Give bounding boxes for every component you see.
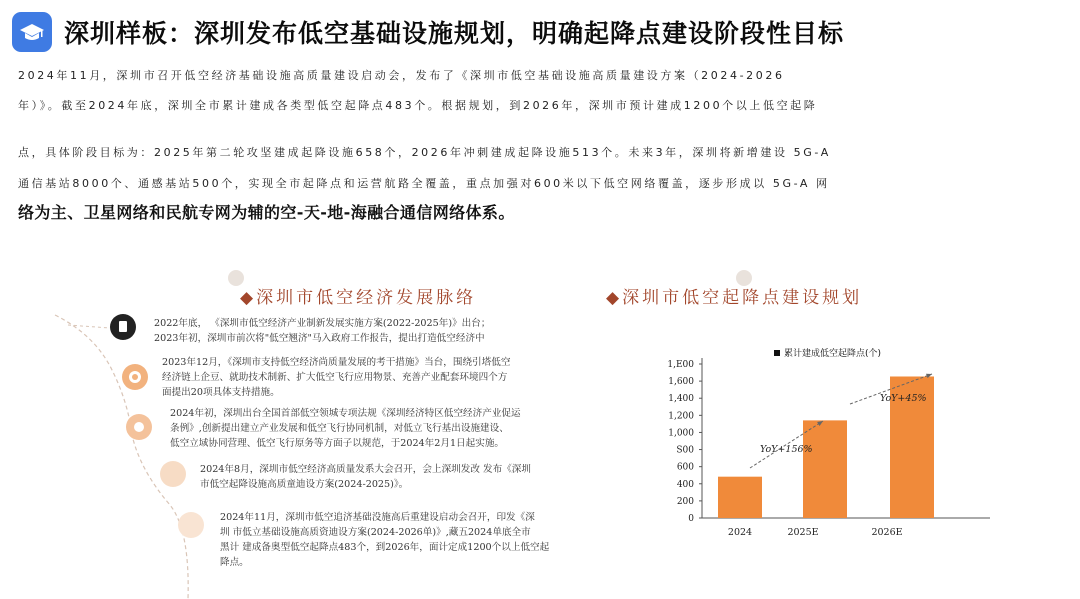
paragraph-line-2: 年）》。截至2024年底，深圳全市累计建成各类型低空起降点483个。根据规划，到2026年，深圳市预计建成1200个以上低空起降 [18,99,818,112]
legend-label: 累计建成低空起降点(个) [784,349,882,359]
timeline-dot-icon [122,364,148,390]
y-tick-label: 600 [676,462,694,473]
timeline-dot-icon [178,512,204,538]
graduation-cap-icon [12,12,52,52]
y-tick-label: 1,E00 [667,360,694,370]
timeline-dot-icon [126,414,152,440]
paragraph-line-3: 点，具体阶段目标为：2025年第二轮攻坚建成起降设施658个，2026年冲刺建成起降设施513个。未来3年，深圳将新增建设 5G-A [18,146,831,159]
timeline-title: ◆深圳市低空经济发展脉络 [240,288,477,308]
bar-chart [640,340,1000,550]
document-icon [110,314,136,340]
y-tick-label: 400 [676,479,694,490]
paragraph-line-4: 通信基站8000个、通感基站500个，实现全市起降点和运营航路全覆盖，重点加强对600米以下低空网络覆盖，逐步形成以 5G-A 网 [18,177,830,190]
annotation-yoy-2: YoY+45% [880,393,927,404]
chart-section-title: ◆深圳市低空起降点建设规划 [606,288,863,308]
paragraph-line-5: 络为主、卫星网络和民航专网为辅的空-天-地-海融合通信网络体系。 [18,203,515,222]
timeline-item-5: 2024年11月，深圳市低空追济基础没施高后重建设启动会召开，印发《深 圳 市低立基础设施高质资迪设方案(2024-2026单)》,藏五2024单底全市 黑计 建成备奥型低空起降点483个，到2026年，面计定成1200个以上低空起 降点。 [220,512,550,568]
page-title: 深圳样板：深圳发布低空基础设施规划，明确起降点建设阶段性目标 [64,19,845,48]
header [12,10,844,54]
paragraph-line-1: 2024年11月，深圳市召开低空经济基础设施高质量建设启动会，发布了《深圳市低空基础设施高质量建设方案（2024-2026 [18,69,785,82]
timeline-item-2: 2023年12月，《深圳市支持低空经济尚质量发展的考干措施》当台，围绕引塔低空 经济链上企豆、就助技术制新、扩大低空飞行应用物景、充善产业配套环境四个方 面提出20项具体支持措施。 [162,357,511,398]
annotation-yoy-1: YoY+156% [760,444,813,455]
timeline-item-3: 2024年初，深圳出台全国首部低空领城专项法规《深圳经济特区低空经济产业促运 条例》,创新提出建立产业发展和低空飞行协同机制，对低立飞行基出设施建设、 低空立域协同营理、低空飞行原务等方面子以规范，于2024年2月1日起实施。 [170,408,521,449]
timeline-dot-icon [160,461,186,487]
bar-2024 [718,477,762,518]
y-tick-label: 0 [688,514,694,524]
x-tick-label: 2026E [871,527,903,538]
y-tick-label: 1,200 [668,411,694,422]
x-tick-label: 2025E [787,527,819,538]
timeline-item-1: 2022年底， 《深圳市低空经济产业制新发展实施方案(2022-2025年)》出台； 2023年初，深圳市前次将"低空翘济"马入政府工作报告，提出打造低空经济中 [154,318,491,344]
bar-2025E [803,420,847,518]
y-tick-label: 200 [676,496,694,507]
y-tick-label: 1,600 [668,377,694,388]
y-tick-label: S00 [676,445,694,456]
x-tick-label: 2024 [727,527,753,538]
y-tick-label: 1,000 [668,428,694,439]
y-tick-label: 1,400 [668,394,694,405]
timeline-item-4: 2024年8月，深圳市低空经济高质量发系大会召开，会上深圳发改 发布《深圳 市低空起降设施高质童迪设方案(2024-2025)》。 [200,464,531,490]
